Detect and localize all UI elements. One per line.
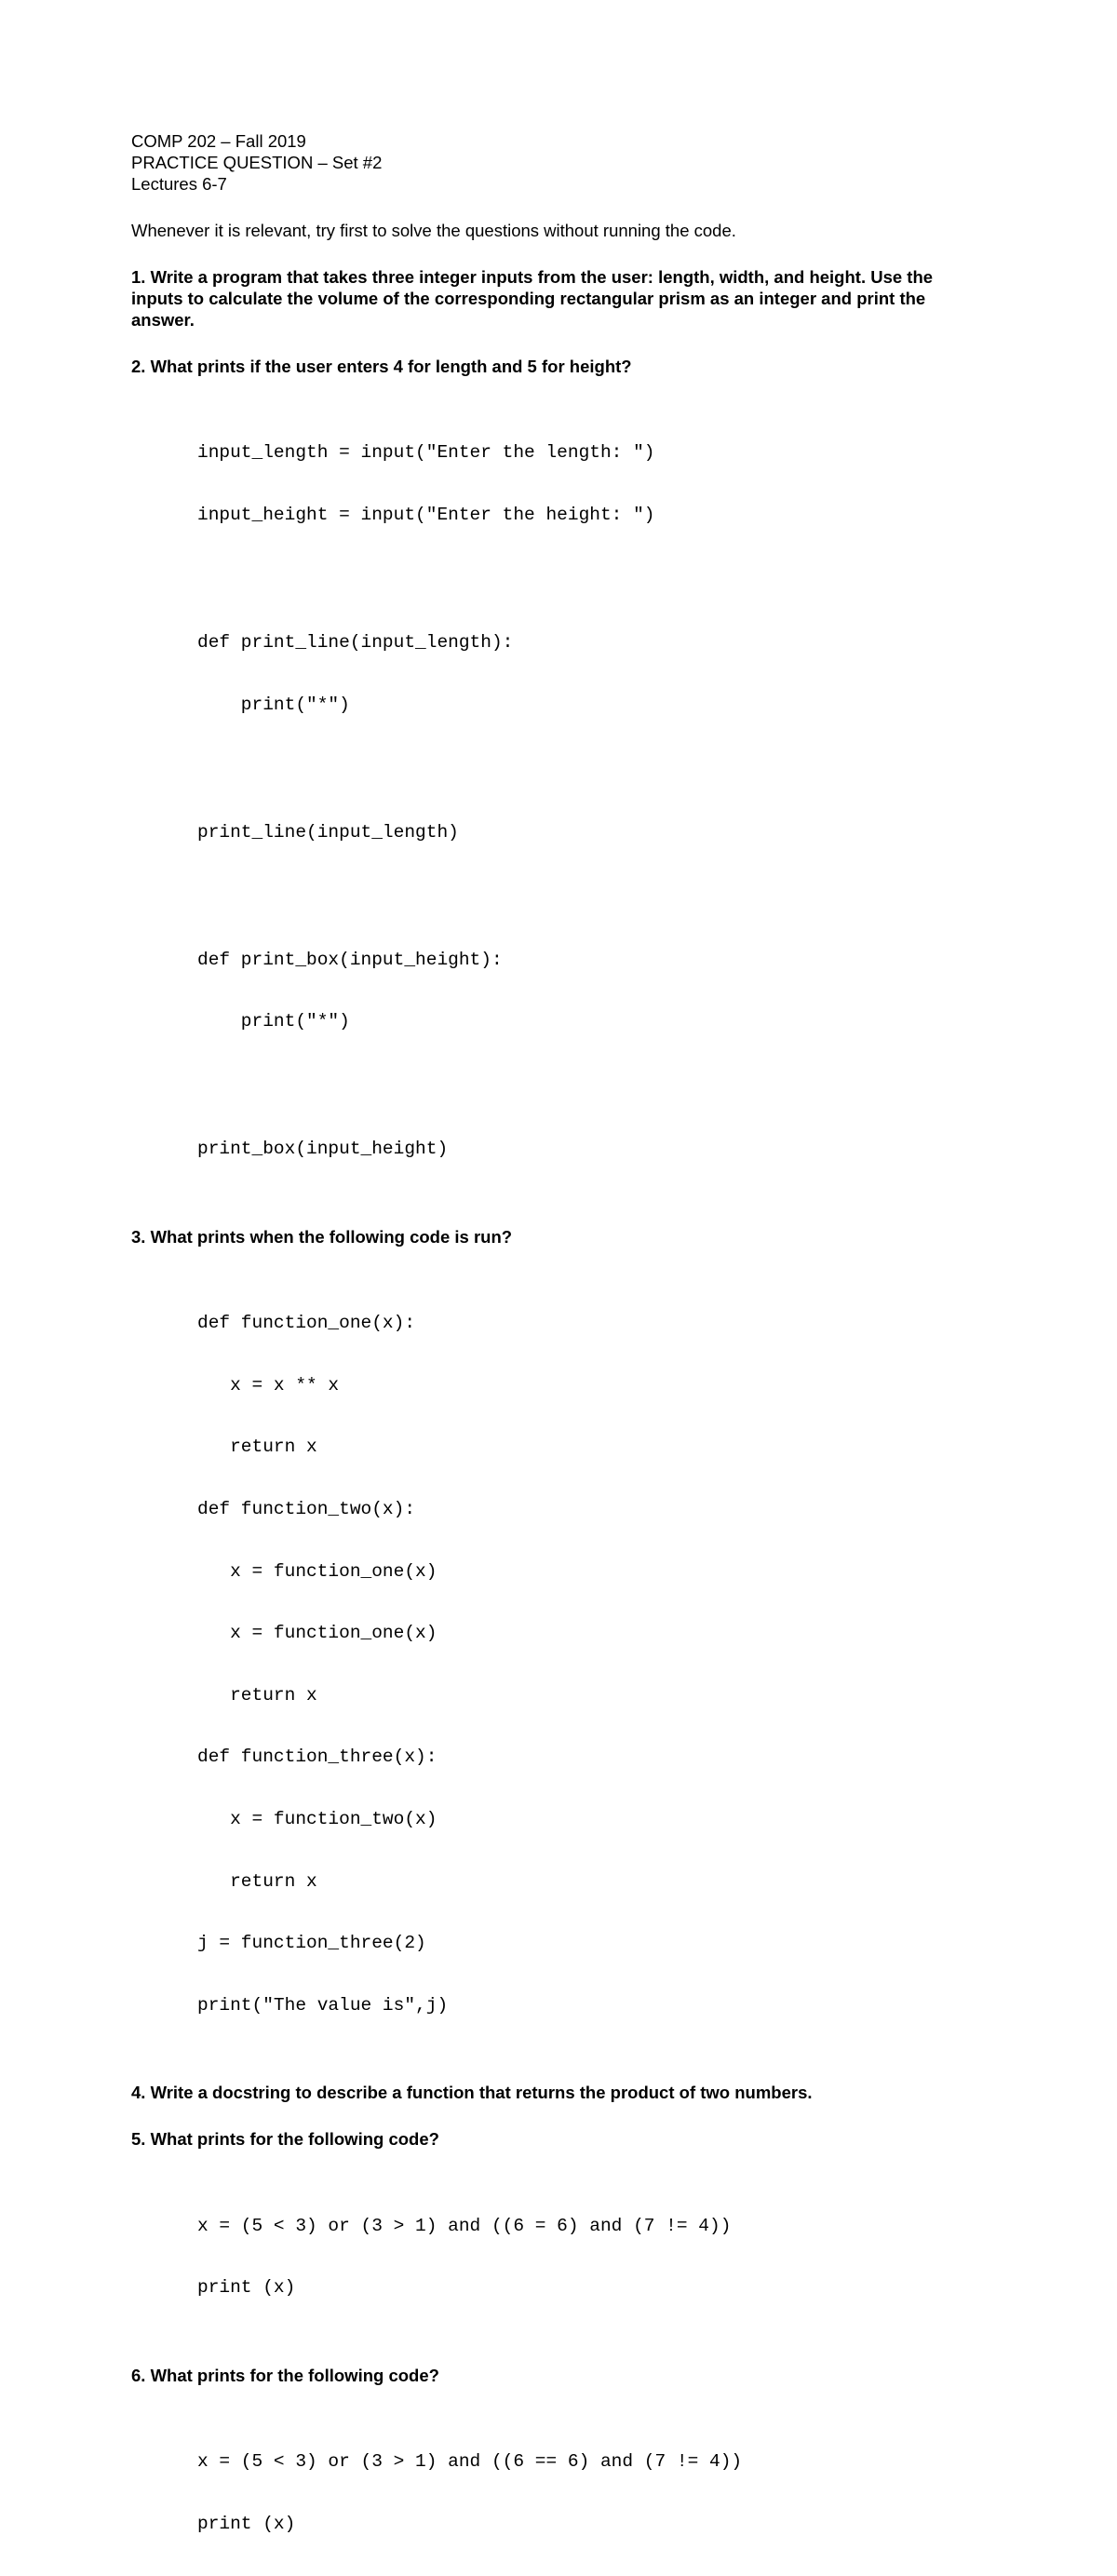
code-line: def function_two(x):: [197, 1498, 416, 1519]
question-2: 2. What prints if the user enters 4 for length and 5 for height?: [131, 357, 632, 376]
code-line: def print_box(input_height):: [197, 949, 503, 970]
code-line: x = function_two(x): [197, 1808, 437, 1829]
intro-instructions: Whenever it is relevant, try first to solve the questions without running the code.: [131, 221, 736, 240]
code-line: x = function_one(x): [197, 1623, 437, 1644]
code-line: input_length = input("Enter the length: "): [197, 442, 655, 464]
q5-code-block: [197, 2174, 988, 2340]
code-line: x = (5 < 3) or (3 > 1) and ((6 == 6) and (7 != 4)): [197, 2451, 743, 2473]
lectures-label: Lectures 6-7: [131, 174, 227, 194]
code-line: print_box(input_height): [197, 1139, 449, 1160]
code-line: def function_three(x):: [197, 1747, 437, 1768]
code-line: print (x): [197, 2277, 296, 2299]
q2-code-block-2: [197, 591, 988, 757]
question-6: 6. What prints for the following code?: [131, 2365, 439, 2385]
code-line: j = function_three(2): [197, 1933, 426, 1954]
code-line: return x: [197, 1436, 317, 1458]
code-line: def print_line(input_length):: [197, 632, 514, 653]
code-line: print("The value is",j): [197, 1994, 449, 2016]
code-line: x = function_one(x): [197, 1560, 437, 1582]
code-line: input_height = input("Enter the height: "): [197, 505, 655, 525]
question-3: 3. What prints when the following code is run?: [131, 1226, 513, 1247]
q3-code-block: [197, 1272, 988, 2057]
q2-code-block-4: [197, 908, 988, 1073]
code-line: return x: [197, 1684, 317, 1706]
code-line: x = (5 < 3) or (3 > 1) and ((6 = 6) and (7 != 4)): [197, 2215, 732, 2236]
question-5: 5. What prints for the following code?: [131, 2129, 439, 2150]
code-line: x = x ** x: [197, 1374, 340, 1396]
code-line: print_line(input_length): [197, 821, 459, 843]
q2-code-block-1: [197, 401, 988, 567]
code-line: return x: [197, 1870, 317, 1892]
code-line: def function_one(x):: [197, 1313, 416, 1334]
course-title: COMP 202 – Fall 2019: [131, 131, 306, 151]
code-line: print (x): [197, 2513, 296, 2534]
question-1: 1. Write a program that takes three integer inputs from the user: length, width, and height. Use the inputs to calculate the volume of the corresponding rectangular prism as an integer and print the answer.: [131, 267, 934, 330]
set-title: PRACTICE QUESTION – Set #2: [131, 153, 383, 172]
q2-code-block-3: [197, 780, 988, 883]
q2-code-block-5: [197, 1098, 988, 1201]
document-page: [131, 130, 988, 2576]
code-line: print("*"): [197, 694, 350, 715]
question-4: 4. Write a docstring to describe a function that returns the product of two numbers.: [131, 2083, 813, 2103]
q6-code-block: [197, 2410, 988, 2576]
code-line: print("*"): [197, 1011, 350, 1032]
